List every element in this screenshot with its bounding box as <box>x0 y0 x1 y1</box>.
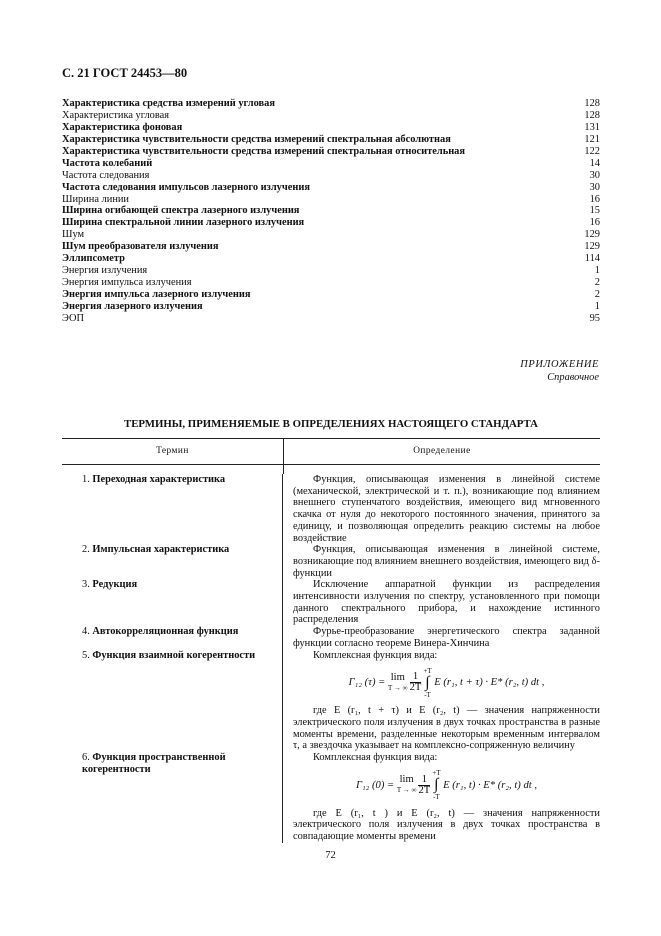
index-page: 30 <box>589 181 600 193</box>
term-cell <box>62 544 283 579</box>
index-term: Энергия излучения <box>62 265 148 277</box>
index-page: 131 <box>584 121 600 133</box>
index-row <box>62 253 600 265</box>
column-header-term: Термин <box>62 439 284 464</box>
formula-left: Γ₁₂ (τ) = <box>348 677 386 689</box>
table-body <box>62 474 600 843</box>
definition-text: Фурье-преобразование энергетического спектра заданной функции согласно теореме Винера-Хинчина <box>293 626 600 649</box>
definition-explanation: где E (r₁, t + τ) и E (r₂, t) — значения напряженности электрического поля излучения в двух точках пространства в разные моменты времени, разделенные некоторым временным интервалом τ, а звездочка указывает на комплексно-сопряженную величину <box>293 705 600 752</box>
term-number: 6. <box>82 752 90 764</box>
definition-cell <box>283 474 600 544</box>
definition-cell <box>283 650 600 753</box>
term-number: 1. <box>82 474 90 485</box>
formula <box>293 766 600 806</box>
term-cell <box>62 752 283 843</box>
terms-table <box>62 438 600 843</box>
definition-explanation: где E (r₁, t ) и E (r₂, t) — значения напряженности электрического поля излучения в двух точках пространства в совпадающие моменты времени <box>293 807 600 843</box>
formula <box>293 663 600 703</box>
term-cell <box>62 579 283 626</box>
term-number: 4. <box>82 626 90 638</box>
term-number: 2. <box>82 544 90 556</box>
index-page: 129 <box>584 241 600 253</box>
column-header-definition: Определение <box>413 445 471 456</box>
index-page: 95 <box>589 312 600 324</box>
index-term: Характеристика чувствительности средства измерений спектральная абсолютная <box>62 133 451 145</box>
appendix-subtitle: Справочное <box>547 372 599 383</box>
index-term: Ширина огибающей спектра лазерного излучения <box>62 205 300 217</box>
index-page: 1 <box>594 265 600 277</box>
formula-right: E (r₁, t) · E* (r₂, t) dt , <box>443 779 538 791</box>
definition-text: Комплексная функция вида: <box>313 649 438 661</box>
appendix-label <box>520 358 599 384</box>
index-page: 2 <box>594 277 600 289</box>
index-term: Характеристика фоновая <box>62 121 183 133</box>
index-term: Шум преобразователя излучения <box>62 241 219 253</box>
formula-right: E (r₁, t + τ) · E* (r₂, t) dt , <box>434 677 545 689</box>
index-page: 30 <box>589 169 600 181</box>
index-term: Шум <box>62 229 85 241</box>
index-row <box>62 265 600 277</box>
term-cell <box>62 626 283 649</box>
formula-limit: lim T → ∞ <box>387 671 408 692</box>
index-term: Эллипсометр <box>62 253 125 265</box>
term-number: 5. <box>82 649 90 661</box>
term-name: Переходная характеристика <box>92 474 226 485</box>
index-row <box>62 229 600 241</box>
table-row <box>62 579 600 626</box>
index-row <box>62 122 600 134</box>
index-page: 129 <box>584 229 600 241</box>
integral-icon: +T ∫ -T <box>423 666 432 699</box>
definition-cell <box>283 544 600 579</box>
definition-cell <box>283 752 600 843</box>
index-row <box>62 170 600 182</box>
table-header <box>62 438 600 465</box>
formula-fraction: $\frac{1}{2T}$ <box>418 773 431 796</box>
index-term: ЭОП <box>62 312 84 324</box>
index-page: 16 <box>589 193 600 205</box>
index-page: 114 <box>584 253 600 265</box>
index-row <box>62 110 600 122</box>
index-term: Энергия импульса излучения <box>62 277 192 289</box>
index-row <box>62 217 600 229</box>
appendix-title: ПРИЛОЖЕНИЕ <box>520 359 599 370</box>
index-row <box>62 182 600 194</box>
index-term: Характеристика угловая <box>62 109 170 121</box>
index-page: 16 <box>589 217 600 229</box>
integral-icon: +T ∫ -T <box>432 769 441 802</box>
table-row <box>62 752 600 843</box>
index-page: 1 <box>594 300 600 312</box>
definition-text: Комплексная функция вида: <box>313 752 438 764</box>
index-row <box>62 134 600 146</box>
definition-cell <box>283 626 600 649</box>
index-term: Частота следования <box>62 169 150 181</box>
term-name: Функция пространственной когерентности <box>82 752 226 775</box>
index-page: 14 <box>589 157 600 169</box>
index-row <box>62 146 600 158</box>
index-page: 122 <box>584 145 600 157</box>
section-title: ТЕРМИНЫ, ПРИМЕНЯЕМЫЕ В ОПРЕДЕЛЕНИЯХ НАСТОЯЩЕГО СТАНДАРТА <box>124 418 538 430</box>
term-cell <box>62 650 283 753</box>
index-term: Ширина спектральной линии лазерного излучения <box>62 217 305 229</box>
index-page: 15 <box>589 205 600 217</box>
table-row <box>62 544 600 579</box>
definition-text: Функция, описывающая изменения в линейной системе (механической, электрической и т. п.), возникающие под влиянием внешнего ступенчатого воздействия, имеющего вид мгновенного скачка от нуля до некоторого постоянного значения, принятого за единицу, и позволяющая определить реакцию системы на любое воздействие <box>293 474 600 544</box>
index-row <box>62 194 600 206</box>
index-term: Частота колебаний <box>62 157 153 169</box>
index-page: 128 <box>584 109 600 121</box>
table-row <box>62 474 600 544</box>
formula-limit: lim T → ∞ <box>396 774 417 795</box>
index-row <box>62 241 600 253</box>
index-term: Энергия лазерного излучения <box>62 300 203 312</box>
definition-text: Исключение аппаратной функции из распределения интенсивности излучения по спектру, установленного при помощи данного спектрального прибора, и нахождение истинного распределения <box>293 579 600 626</box>
definition-cell <box>283 579 600 626</box>
index-row <box>62 98 600 110</box>
index-row <box>62 205 600 217</box>
page-number: 72 <box>325 850 336 861</box>
term-name: Функция взаимной когерентности <box>92 649 256 661</box>
term-name: Автокорреляционная функция <box>92 626 239 638</box>
index-page: 128 <box>584 98 600 109</box>
index-page: 2 <box>594 289 600 300</box>
index-row <box>62 289 600 301</box>
index-row <box>62 313 600 325</box>
term-number: 3. <box>82 579 90 591</box>
formula-left: Γ₁₂ (0) = <box>355 779 395 791</box>
index-page: 121 <box>584 133 600 145</box>
index-term: Частота следования импульсов лазерного излучения <box>62 181 310 193</box>
term-index <box>62 98 600 325</box>
index-term: Энергия импульса лазерного излучения <box>62 289 251 300</box>
index-term: Характеристика средства измерений угловая <box>62 98 275 109</box>
page-header: С. 21 ГОСТ 24453—80 <box>62 66 188 80</box>
term-name: Импульсная характеристика <box>92 544 230 556</box>
table-row <box>62 626 600 649</box>
term-name: Редукция <box>92 579 138 591</box>
index-term: Характеристика чувствительности средства измерений спектральная относительная <box>62 145 465 157</box>
table-row <box>62 650 600 753</box>
formula-fraction: $\frac{1}{2T}$ <box>409 671 422 694</box>
term-cell <box>62 474 283 544</box>
index-term: Ширина линии <box>62 193 129 205</box>
index-row <box>62 158 600 170</box>
index-row <box>62 301 600 313</box>
definition-text: Функция, описывающая изменения в линейной системе, возникающие под влиянием внешнего воздействия, имеющего вид δ-функции <box>293 544 600 579</box>
index-row <box>62 277 600 289</box>
